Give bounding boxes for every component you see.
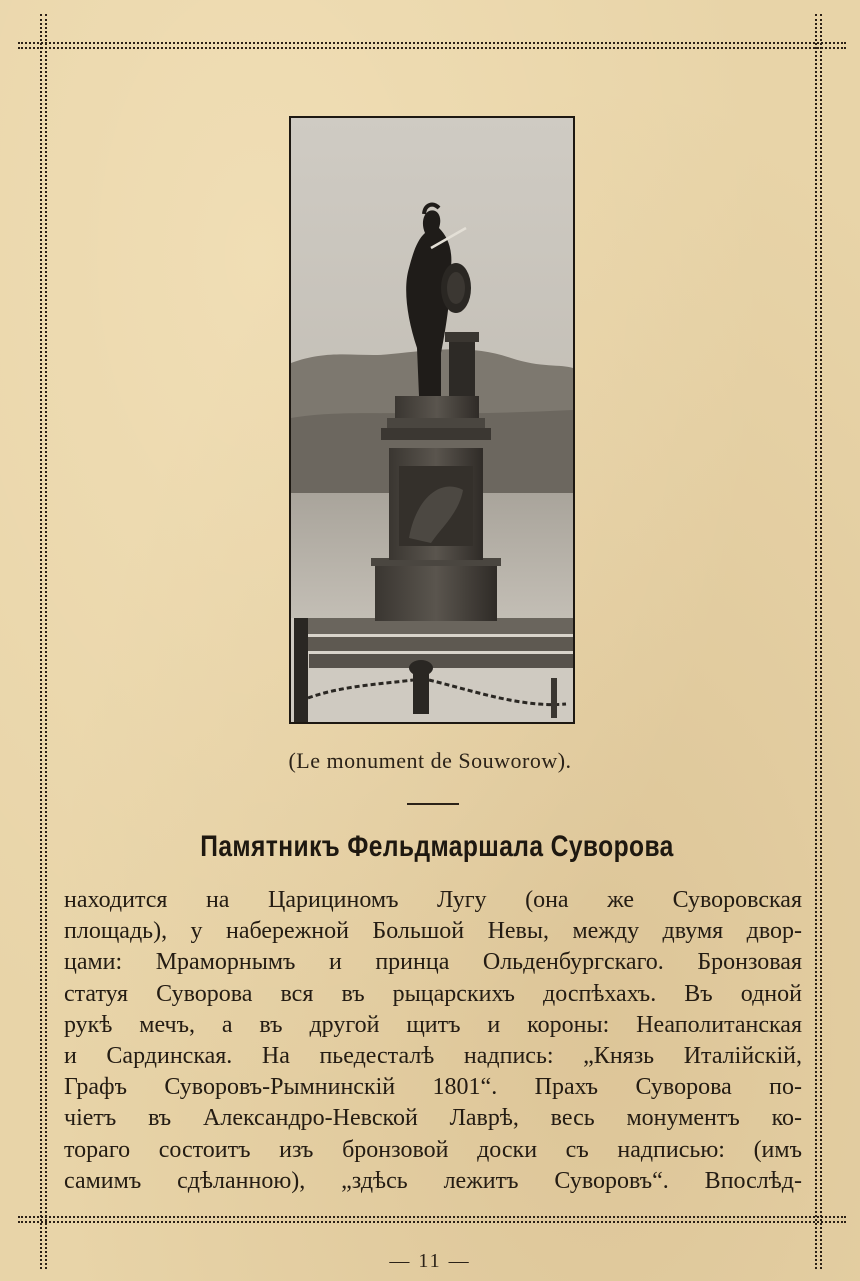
article-heading: Памятникъ Фельдмаршала Суворова <box>200 830 674 863</box>
top-border-rule <box>18 42 846 49</box>
section-divider <box>407 803 459 805</box>
body-line: площадь), у набережной Большой Невы, между двумя двор- <box>64 918 802 945</box>
body-line: и Сардинская. На пьедесталѣ надпись: „Князь Италійскій, <box>64 1042 802 1069</box>
article-body <box>64 885 802 1197</box>
body-line: находится на Царициномъ Лугу (она же Суворовская <box>64 887 802 913</box>
left-border-rule <box>40 14 47 1269</box>
bottom-border-rule <box>18 1216 846 1223</box>
figure-caption: (Le monument de Souworow). <box>288 748 572 773</box>
monument-photo <box>289 116 575 724</box>
body-line: цами: Мраморнымъ и принца Ольденбургскаго. Бронзовая <box>64 949 802 976</box>
right-border-rule <box>815 14 822 1269</box>
body-line: рукѣ мечъ, а въ другой щитъ и короны: Неаполитанская <box>64 1011 802 1038</box>
page-number: — 11 — <box>389 1250 471 1272</box>
body-line: статуя Суворова вся въ рыцарскихъ доспѣхахъ. Въ одной <box>64 980 802 1007</box>
body-line: Графъ Суворовъ-Рымнинскій 1801“. Прахъ Суворова по- <box>64 1074 802 1101</box>
body-line: чіетъ въ Александро-Невской Лаврѣ, весь монументъ ко- <box>64 1105 802 1132</box>
body-line: тораго состоитъ изъ бронзовой доски съ надписью: (имъ <box>64 1136 802 1163</box>
body-line: самимъ сдѣланною), „здѣсь лежитъ Суворовъ“. Впослѣд- <box>64 1167 802 1194</box>
